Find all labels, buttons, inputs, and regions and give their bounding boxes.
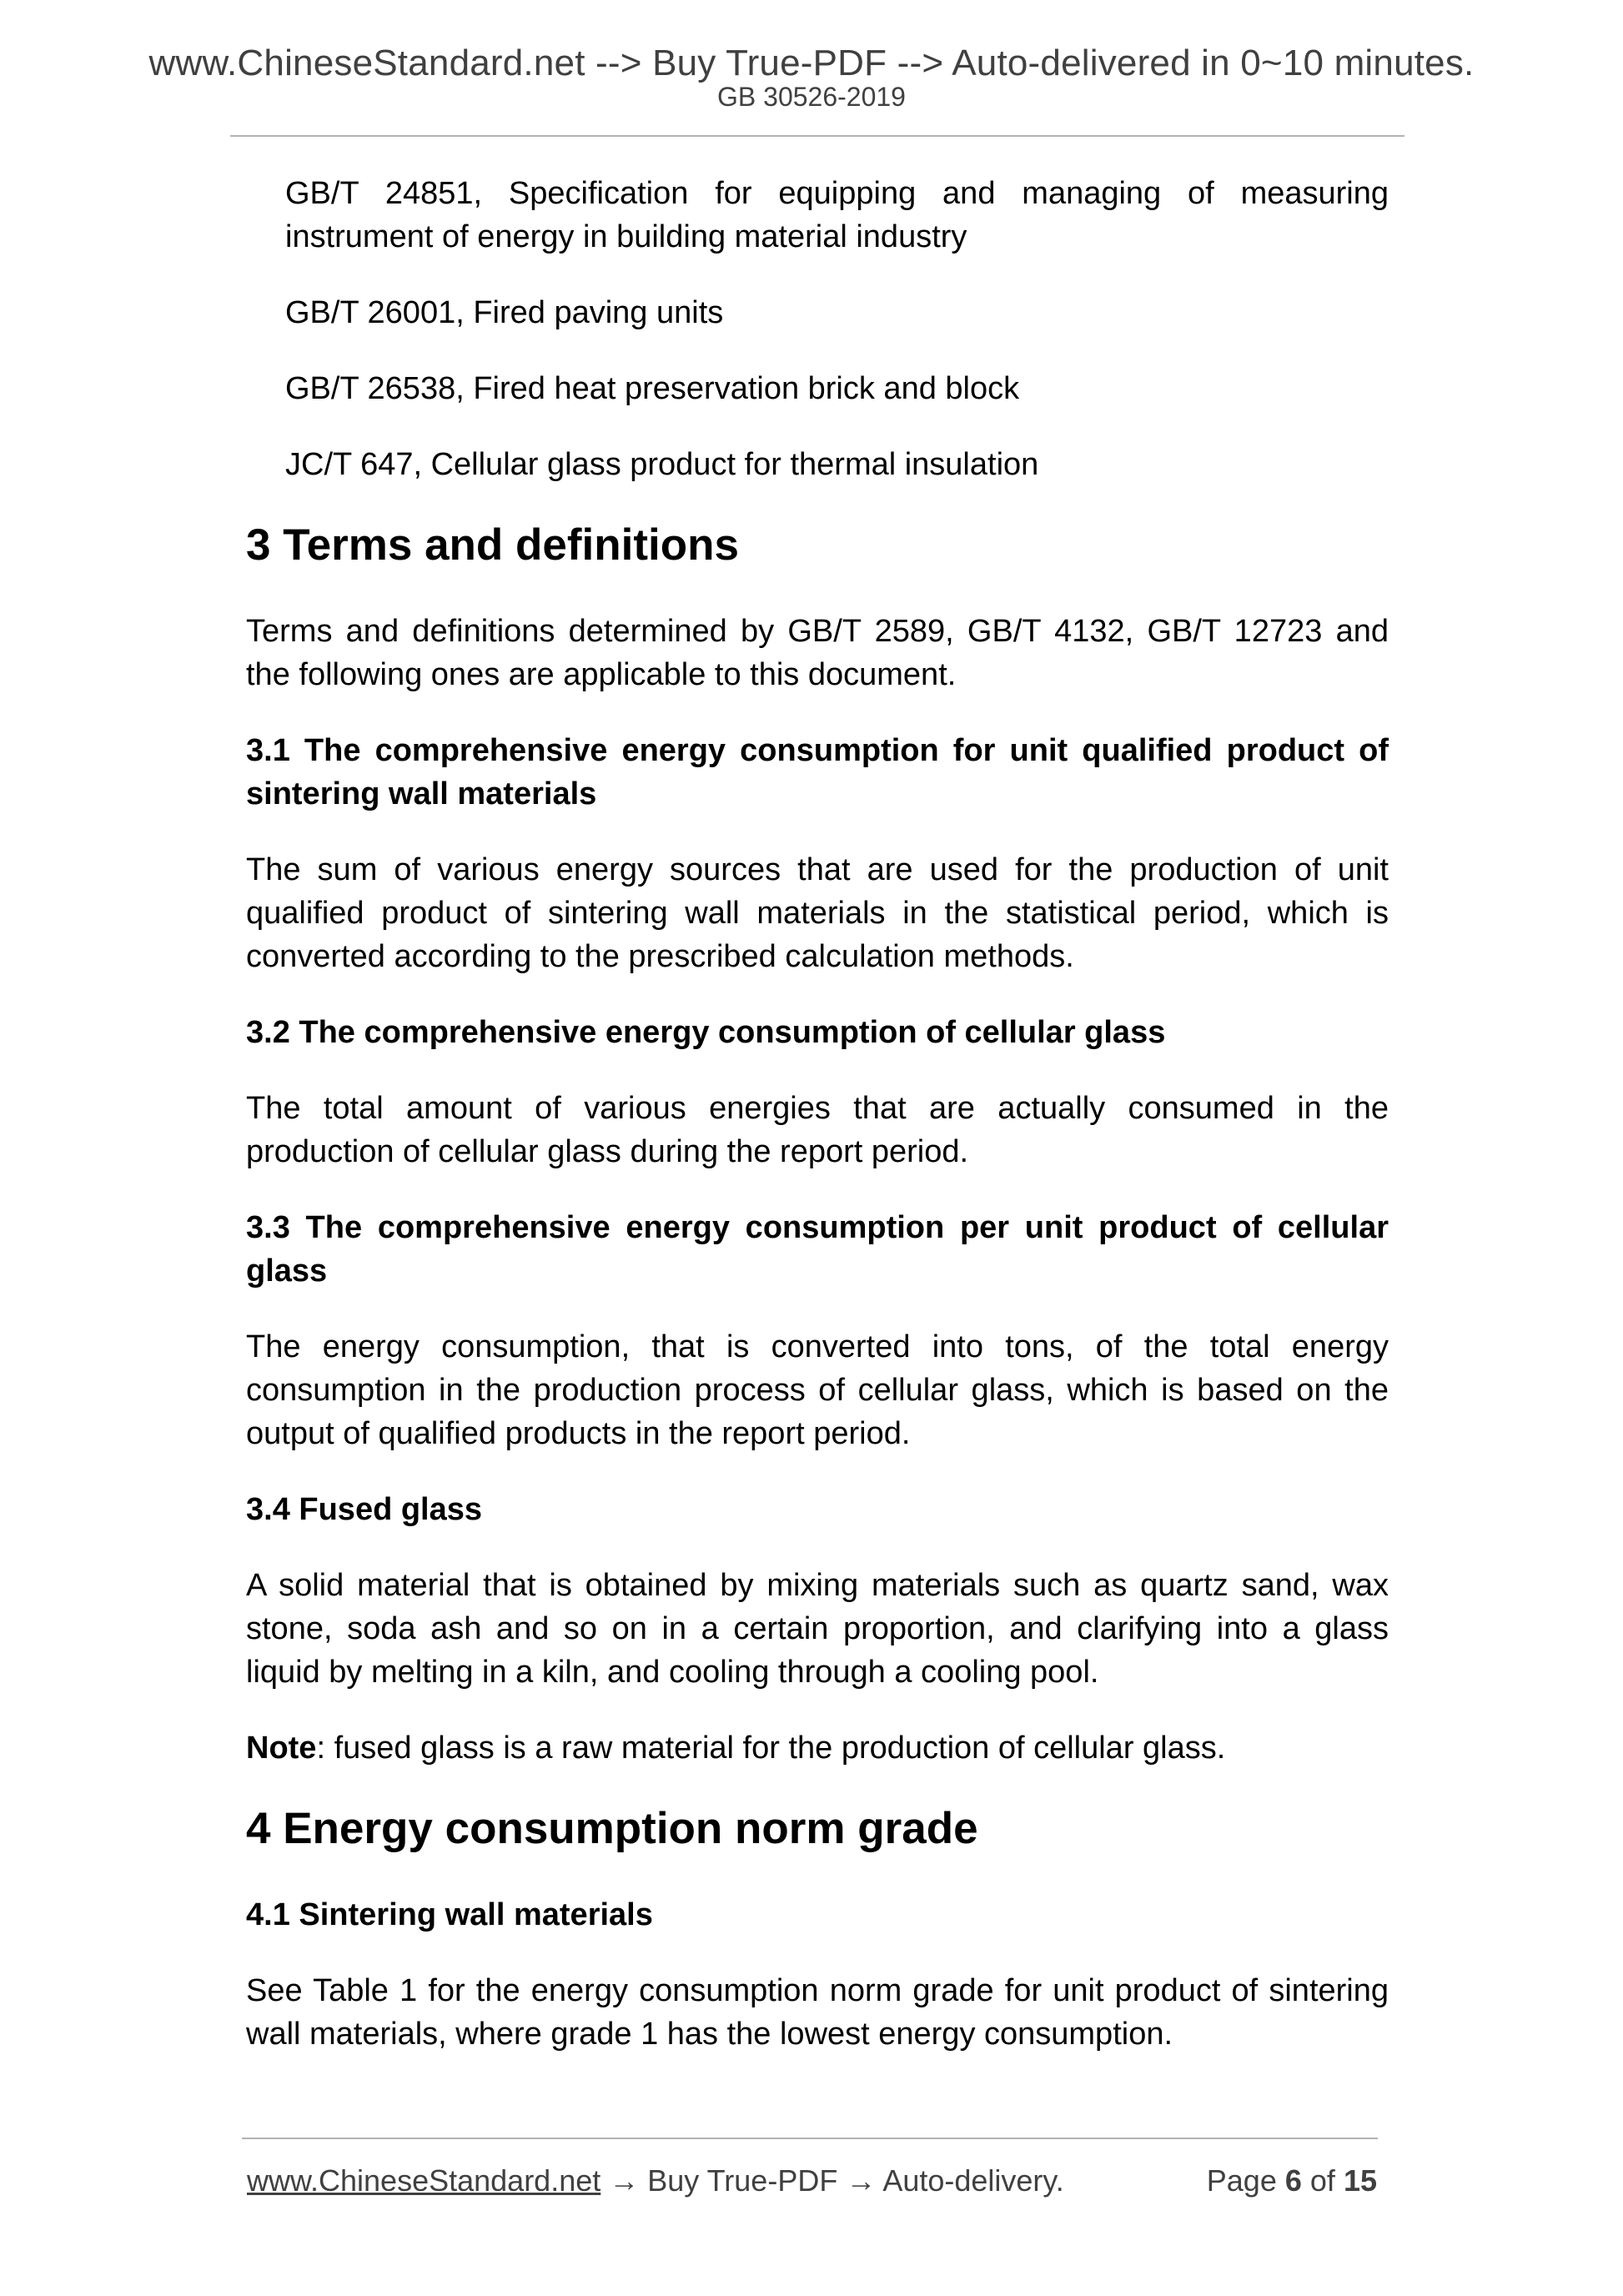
total-pages: 15 <box>1343 2163 1377 2198</box>
header-divider <box>230 135 1404 137</box>
page-number <box>1207 2160 1377 2202</box>
note-paragraph <box>246 1726 1389 1770</box>
note-label: Note <box>246 1731 317 1766</box>
reference-jct-647: JC/T 647, Cellular glass product for thermal insulation <box>285 447 1039 482</box>
term-3-3-definition: The energy consumption, that is converted into tons, of the total energy consumption in the production process of cellular glass, which is based on the output of qualified products in the report period. <box>246 1329 1389 1451</box>
of-word: of <box>1309 2163 1335 2198</box>
site-banner: www.ChineseStandard.net --> Buy True-PDF --> Auto-delivered in 0~10 minutes. <box>148 43 1475 83</box>
subsection-4-1-heading: 4.1 Sintering wall materials <box>246 1897 653 1932</box>
term-3-4-heading: 3.4 Fused glass <box>246 1492 483 1527</box>
term-3-2-heading: 3.2 The comprehensive energy consumption of cellular glass <box>246 1015 1166 1050</box>
note-text: : fused glass is a raw material for the production of cellular glass. <box>316 1731 1226 1766</box>
reference-gbt-26538: GB/T 26538, Fired heat preservation brick and block <box>285 371 1020 406</box>
footer-left <box>247 2160 1064 2202</box>
term-3-2-definition: The total amount of various energies that are actually consumed in the production of cellular glass during the report period. <box>246 1091 1389 1169</box>
term-3-1-definition: The sum of various energy sources that are used for the production of unit qualified product of sintering wall materials in the statistical period, which is converted according to the prescribed calculation methods. <box>246 852 1389 974</box>
current-page: 6 <box>1284 2163 1302 2198</box>
section-3-heading: 3 Terms and definitions <box>246 520 739 570</box>
reference-gbt-24851: GB/T 24851, Specification for equipping and managing of measuring instrument of energy in building material industry <box>285 176 1389 254</box>
term-3-3-heading: 3.3 The comprehensive energy consumption per unit product of cellular glass <box>246 1210 1389 1289</box>
page-footer <box>247 2160 1378 2202</box>
subsection-4-1-text: See Table 1 for the energy consumption norm grade for unit product of sintering wall materials, where grade 1 has the lowest energy consumption. <box>246 1973 1389 2052</box>
section-3-intro: Terms and definitions determined by GB/T 2589, GB/T 4132, GB/T 12723 and the following ones are applicable to this document. <box>246 614 1389 692</box>
term-3-4-definition: A solid material that is obtained by mixing materials such as quartz sand, wax stone, soda ash and so on in a certain proportion, and clarifying into a glass liquid by melting in a kiln, and cooling through a cooling pool. <box>246 1568 1389 1690</box>
document-code: GB 30526-2019 <box>717 82 906 112</box>
footer-divider <box>242 2138 1378 2139</box>
footer-site-link[interactable]: www.ChineseStandard.net <box>247 2163 601 2198</box>
section-4-heading: 4 Energy consumption norm grade <box>246 1804 978 1853</box>
page-content <box>246 172 1389 2088</box>
term-3-1-heading: 3.1 The comprehensive energy consumption for unit qualified product of sintering wall materials <box>246 733 1389 811</box>
page-word: Page <box>1206 2163 1277 2198</box>
footer-tagline: → Buy True-PDF → Auto-delivery. <box>600 2163 1064 2198</box>
reference-gbt-26001: GB/T 26001, Fired paving units <box>285 295 724 330</box>
